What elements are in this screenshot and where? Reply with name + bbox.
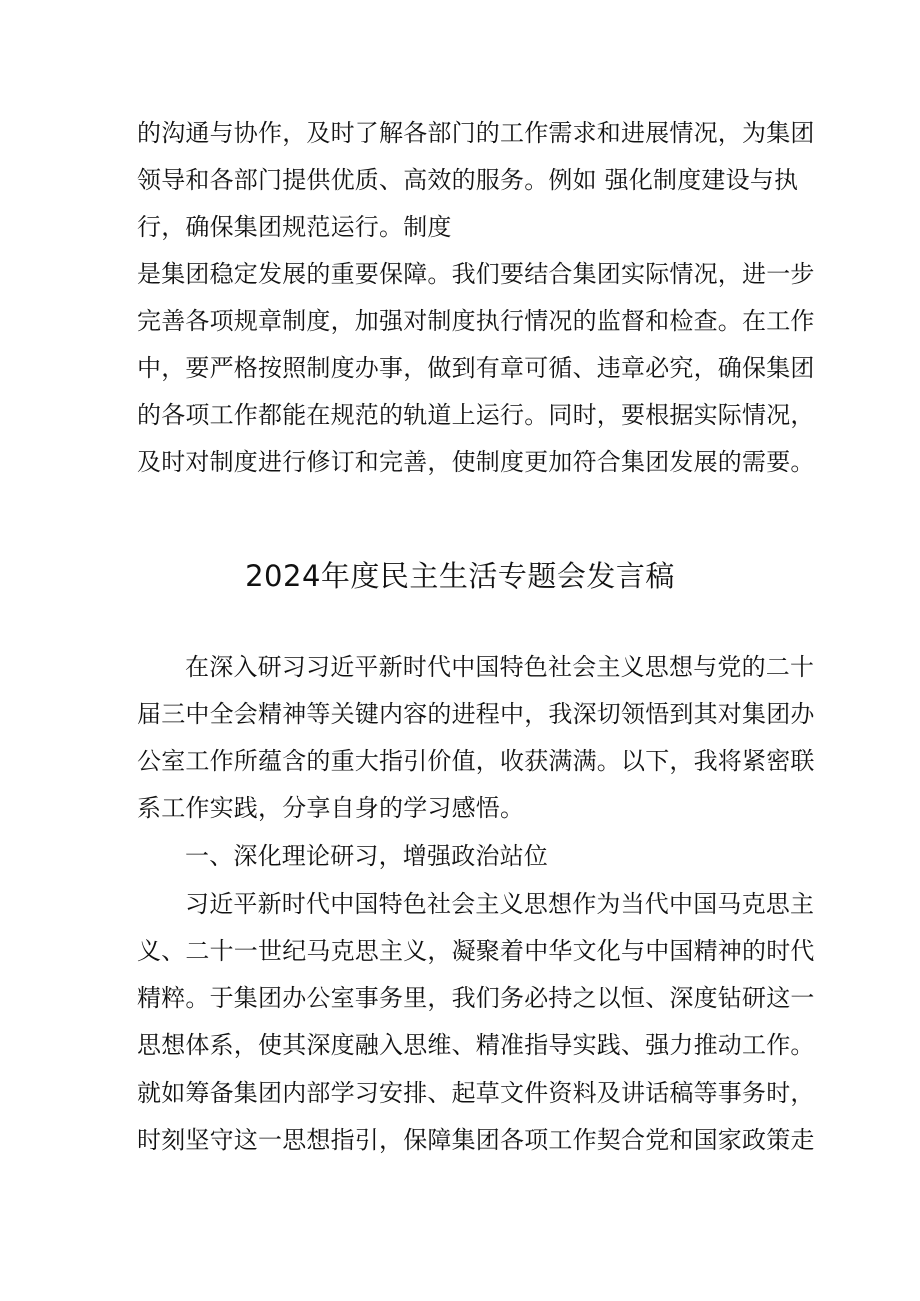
paragraph-line: 在深入研习习近平新时代中国特色社会主义思想与党的二十 — [185, 653, 815, 681]
paragraph-line: 就如筹备集团内部学习安排、起草文件资料及讲话稿等事务时， — [137, 1079, 815, 1107]
paragraph-line: 系工作实践，分享自身的学习感悟。 — [137, 794, 525, 822]
paragraph-line: 是集团稳定发展的重要保障。我们要结合集团实际情况，进一步 — [137, 260, 815, 288]
paragraph-line: 的各项工作都能在规范的轨道上运行。同时，要根据实际情况， — [137, 401, 815, 429]
paragraph-line: 行，确保集团规范运行。制度 — [137, 213, 452, 241]
paragraph-line: 及时对制度进行修订和完善，使制度更加符合集团发展的需要。 — [137, 448, 815, 476]
paragraph-line: 义、二十一世纪马克思主义，凝聚着中华文化与中国精神的时代 — [137, 937, 815, 965]
paragraph-line: 的沟通与协作，及时了解各部门的工作需求和进展情况，为集团 — [137, 119, 815, 147]
paragraph-line: 公室工作所蕴含的重大指引价值，收获满满。以下，我将紧密联 — [137, 747, 815, 775]
paragraph-line: 精粹。于集团办公室事务里，我们务必持之以恒、深度钻研这一 — [137, 984, 815, 1012]
paragraph-line: 届三中全会精神等关键内容的进程中，我深切领悟到其对集团办 — [137, 700, 815, 728]
paragraph-line: 时刻坚守这一思想指引，保障集团各项工作契合党和国家政策走 — [137, 1126, 815, 1154]
section-heading: 一、深化理论研习，增强政治站位 — [185, 842, 548, 870]
paragraph-line: 领导和各部门提供优质、高效的服务。例如 强化制度建设与执 — [137, 166, 799, 194]
paragraph-line: 中，要严格按照制度办事，做到有章可循、违章必究，确保集团 — [137, 354, 815, 382]
paragraph-line: 完善各项规章制度，加强对制度执行情况的监督和检查。在工作 — [137, 307, 815, 335]
paragraph-line: 思想体系，使其深度融入思维、精准指导实践、强力推动工作。 — [137, 1031, 815, 1059]
paragraph-line: 习近平新时代中国特色社会主义思想作为当代中国马克思主 — [185, 890, 815, 918]
document-title: 2024年度民主生活专题会发言稿 — [245, 559, 675, 593]
